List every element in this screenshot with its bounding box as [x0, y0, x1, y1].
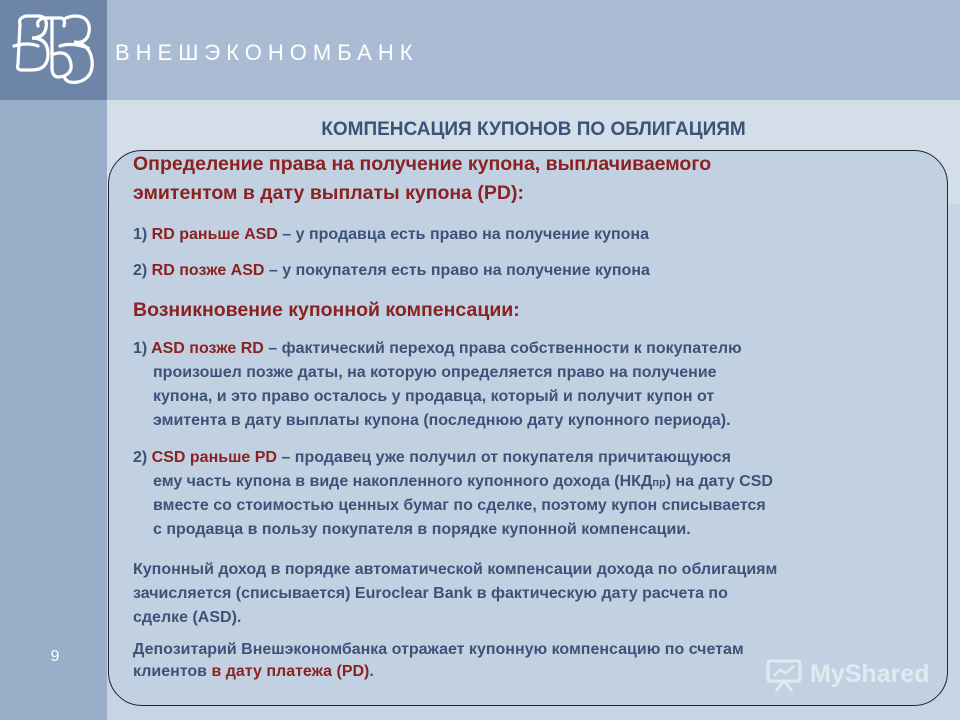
section1-item2: 2) RD позже ASD – у покупателя есть право на получение купона	[133, 262, 650, 279]
section1-heading-line1: Определение права на получение купона, выплачиваемого	[133, 153, 712, 175]
bank-name: ВНЕШЭКОНОМБАНК	[115, 40, 419, 65]
section1-heading-line2: эмитентом в дату выплаты купона (PD):	[133, 182, 524, 204]
section2-item1-line3: купона, и это право осталось у продавца, который и получит купон от	[153, 388, 715, 405]
watermark-text: MyShared	[810, 660, 930, 688]
logo-block	[0, 0, 107, 100]
section2-item2-line4: с продавца в пользу покупателя в порядке купонной компенсации.	[153, 521, 691, 538]
presentation-board-icon	[766, 658, 806, 694]
section2-item2-line2: ему часть купона в виде накопленного купонного дохода (НКДпр) на дату CSD	[153, 473, 773, 490]
note1-line1: Купонный доход в порядке автоматической компенсации дохода по облигациям	[133, 561, 778, 578]
note1-line2: зачисляется (списывается) Euroclear Bank в фактическую дату расчета по	[133, 585, 728, 602]
section2-item1-line4: эмитента в дату выплаты купона (последнюю дату купонного периода).	[153, 412, 731, 429]
left-strip	[0, 100, 107, 720]
section2-item2-line1: 2) CSD раньше PD – продавец уже получил от покупателя причитающуюся	[133, 449, 731, 466]
section1-item1: 1) RD раньше ASD – у продавца есть право на получение купона	[133, 226, 649, 243]
veb-monogram-logo	[8, 6, 98, 92]
section2-item1-line2: произошел позже даты, на которую определяется право на получение	[153, 364, 717, 381]
myshared-watermark	[766, 658, 936, 694]
section2-item1-line1: 1) ASD позже RD – фактический переход права собственности к покупателю	[133, 340, 742, 357]
note2-line2: клиентов в дату платежа (PD).	[133, 663, 374, 680]
note2-line1: Депозитарий Внешэкономбанка отражает купонную компенсацию по счетам	[133, 641, 744, 658]
section2-heading: Возникновение купонной компенсации:	[133, 299, 520, 321]
slide-title: КОМПЕНСАЦИЯ КУПОНОВ ПО ОБЛИГАЦИЯМ	[321, 119, 746, 140]
section2-item2-line3: вместе со стоимостью ценных бумаг по сделке, поэтому купон списывается	[153, 497, 766, 514]
page-number: 9	[50, 648, 60, 665]
note1-line3: сделке (ASD).	[133, 609, 242, 626]
